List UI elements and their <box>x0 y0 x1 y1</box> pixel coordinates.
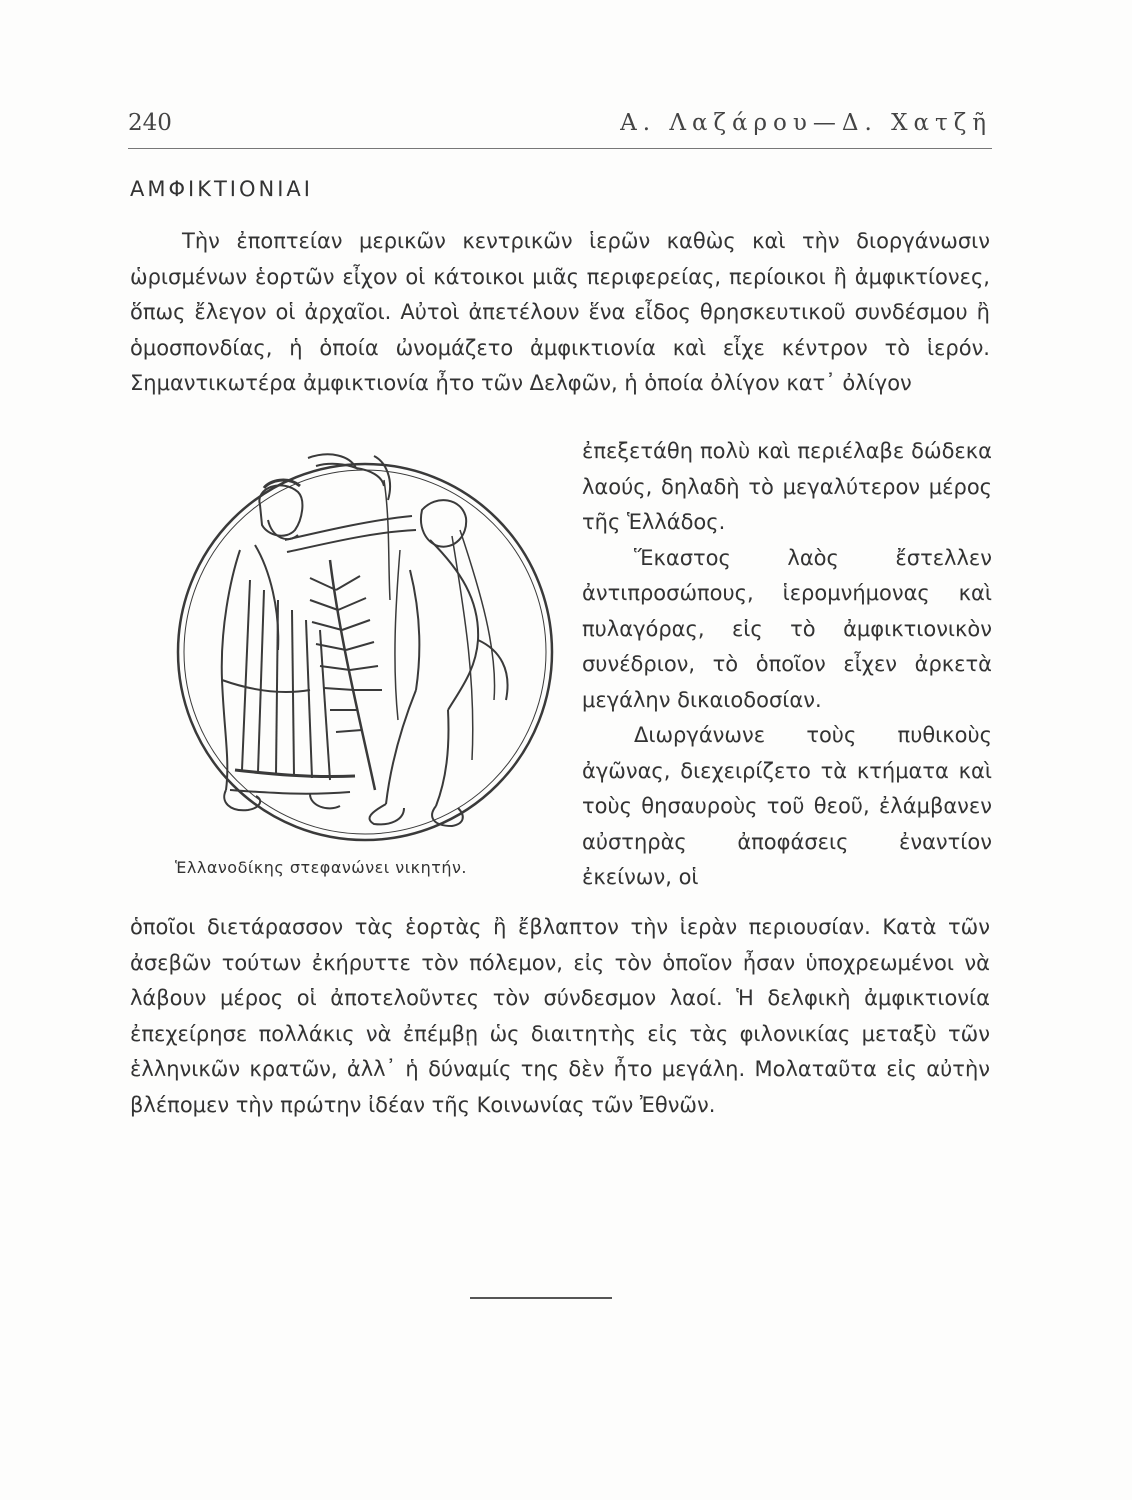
figure-illustration <box>160 440 560 850</box>
footer-rule <box>470 1297 612 1299</box>
text-block-side <box>582 434 992 896</box>
paragraph-top: Τὴν ἐποπτείαν μερικῶν κεντρικῶν ἱερῶν καθὼς καὶ τὴν διοργάνωσιν ὡρισμένων ἑορτῶν εἶχον οἱ κάτοικοι μιᾶς περιφερείας, περίοικοι ἢ ἀμφικτίονες, ὅπως ἔλεγον οἱ ἀρχαῖοι. Αὐτοὶ ἀπετέλουν ἕνα εἶδος θρησκευτικοῦ συνδέσμου ἢ ὁμοσπονδίας, ἡ ὁποία ὠνομάζετο ἀμφικτιονία καὶ εἶχε κέντρον τὸ ἱερόν. Σημαντικωτέρα ἀμφικτιονία ἦτο τῶν Δελφῶν, ἡ ὁποία ὀλίγον κατ᾽ ὀλίγον <box>130 229 990 395</box>
paragraph-side-1: ἐπεξετάθη πολὺ καὶ περιέλαβε δώδεκα λαούς, δηλαδὴ τὸ μεγαλύτερον μέρος τῆς Ἑλλάδος. <box>582 439 992 534</box>
section-title: ΑΜΦΙΚΤΙΟΝΙΑΙ <box>130 177 313 201</box>
page-number: 240 <box>128 110 172 136</box>
paragraph-side-3: Διωργάνωνε τοὺς πυθικοὺς ἀγῶνας, διεχειρίζετο τὰ κτήματα καὶ τοὺς θησαυροὺς τοῦ θεοῦ, ἐλάμβανεν αὐστηρὰς ἀποφάσεις ἐναντίον ἐκείνων, οἱ <box>582 723 992 889</box>
paragraph-side-2: Ἕκαστος λαὸς ἔστελλεν ἀντιπροσώπους, ἱερομνήμονας καὶ πυλαγόρας, εἰς τὸ ἀμφικτιονικὸν συνέδριον, τὸ ὁποῖον εἶχεν ἀρκετὰ μεγάλην δικαιοδοσίαν. <box>582 545 992 712</box>
paragraph-bottom: ὁποῖοι διετάρασσον τὰς ἑορτὰς ἢ ἔβλαπτον τὴν ἱερὰν περιουσίαν. Κατὰ τῶν ἀσεβῶν τούτων ἐκήρυττε τὸν πόλεμον, εἰς τὸν ὁποῖον ἦσαν ὑποχρεωμένοι νὰ λάβουν μέρος οἱ ἀποτελοῦντες τὸν σύνδεσμον λαοί. Ἡ δελφικὴ ἀμφικτιονία ἐπεχείρησε πολλάκις νὰ ἐπέμβῃ ὡς διαιτητὴς εἰς τὰς φιλονικίας μεταξὺ τῶν ἑλληνικῶν κρατῶν, ἀλλ᾽ ἡ δύναμίς της δὲν ἦτο μεγάλη. Μολαταῦτα εἰς αὐτὴν βλέπομεν τὴν πρώτην ἰδέαν τῆς Κοινωνίας τῶν Ἐθνῶν. <box>130 915 990 1117</box>
text-block-bottom <box>130 910 990 1123</box>
figure <box>160 440 560 850</box>
palm-branch <box>310 560 382 790</box>
wreath-ribbon <box>308 454 390 500</box>
bleed-through <box>150 1240 1010 1272</box>
running-head: Α. Λαζάρου—Δ. Χατζῆ <box>620 110 992 136</box>
figure-caption: Ἑλλανοδίκης στεφανώνει νικητήν. <box>175 858 467 877</box>
text-block-top <box>130 224 990 402</box>
header-rule <box>128 148 992 149</box>
page-header <box>128 110 992 142</box>
